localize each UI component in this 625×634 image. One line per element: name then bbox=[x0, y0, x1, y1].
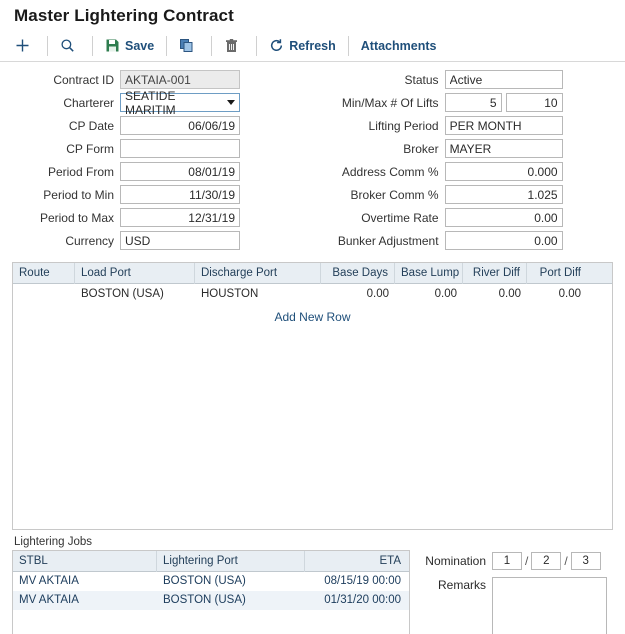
cell-stbl: MV AKTAIA bbox=[19, 575, 79, 587]
overtime-rate-label: Overtime Rate bbox=[361, 210, 439, 225]
period-from-value: 08/01/19 bbox=[188, 164, 235, 179]
list-item[interactable] bbox=[13, 572, 409, 591]
nomination-separator-1: / bbox=[525, 553, 529, 568]
broker-comm-label: Broker Comm % bbox=[350, 187, 439, 202]
contract-id-value: AKTAIA-001 bbox=[125, 72, 191, 87]
broker-comm-value: 1.025 bbox=[527, 187, 558, 202]
toolbar-separator-6 bbox=[348, 36, 349, 56]
field-period-to-max bbox=[12, 208, 299, 227]
field-broker bbox=[317, 139, 613, 158]
nomination-panel bbox=[420, 550, 612, 634]
cell-lightering-port: BOSTON (USA) bbox=[163, 575, 246, 587]
field-charterer bbox=[12, 88, 299, 117]
field-min-max-lifts bbox=[317, 93, 613, 112]
toolbar-separator-5 bbox=[256, 36, 257, 56]
delete-button[interactable] bbox=[217, 32, 251, 60]
toolbar-separator-2 bbox=[92, 36, 93, 56]
field-cp-date bbox=[12, 116, 299, 135]
nomination-separator-2: / bbox=[564, 553, 568, 568]
remarks-textarea[interactable] bbox=[492, 577, 607, 634]
column-port-diff[interactable]: Port Diff bbox=[539, 266, 581, 279]
column-eta[interactable]: ETA bbox=[379, 554, 401, 567]
lightering-jobs-label: Lightering Jobs bbox=[14, 536, 92, 548]
routes-grid-header bbox=[13, 263, 612, 284]
title-bar bbox=[0, 0, 625, 28]
field-lifting-period bbox=[317, 116, 613, 135]
max-lifts-input[interactable] bbox=[506, 93, 563, 112]
attachments-button[interactable] bbox=[354, 32, 444, 60]
period-to-min-input[interactable] bbox=[120, 185, 240, 204]
min-max-lifts-label: Min/Max # Of Lifts bbox=[341, 95, 439, 110]
cp-date-value: 06/06/19 bbox=[188, 118, 235, 133]
period-to-min-label: Period to Min bbox=[43, 187, 114, 202]
cell-eta: 08/15/19 00:00 bbox=[324, 575, 401, 587]
period-to-min-value: 11/30/19 bbox=[189, 187, 235, 202]
charterer-value: SEATIDE MARITIM bbox=[125, 88, 176, 117]
chevron-down-icon bbox=[227, 100, 235, 105]
period-from-label: Period From bbox=[47, 164, 114, 179]
nomination-label: Nomination bbox=[425, 553, 486, 568]
broker-comm-input[interactable] bbox=[445, 185, 563, 204]
min-lifts-input[interactable] bbox=[445, 93, 502, 112]
nomination-input-3[interactable]: 3 bbox=[571, 552, 601, 570]
overtime-rate-input[interactable] bbox=[445, 208, 563, 227]
column-discharge-port[interactable]: Discharge Port bbox=[195, 263, 321, 284]
contract-form bbox=[0, 62, 625, 250]
plus-icon bbox=[15, 38, 30, 53]
period-to-max-value: 12/31/19 bbox=[188, 210, 235, 225]
form-left-column bbox=[12, 70, 299, 250]
address-comm-label: Address Comm % bbox=[341, 164, 439, 179]
address-comm-input[interactable] bbox=[445, 162, 563, 181]
duplicate-icon bbox=[179, 38, 194, 53]
lifting-period-input[interactable] bbox=[445, 116, 563, 135]
refresh-button[interactable] bbox=[262, 32, 343, 60]
address-comm-value: 0.000 bbox=[527, 164, 558, 179]
save-button[interactable] bbox=[98, 32, 161, 60]
field-overtime-rate bbox=[317, 208, 613, 227]
cell-stbl: MV AKTAIA bbox=[19, 594, 79, 606]
cell-eta: 01/31/20 00:00 bbox=[324, 594, 401, 606]
field-address-comm bbox=[317, 162, 613, 181]
period-to-max-input[interactable] bbox=[120, 208, 240, 227]
floppy-disk-icon bbox=[105, 38, 120, 53]
bunker-adjustment-input[interactable] bbox=[445, 231, 563, 250]
lightering-jobs-header bbox=[13, 551, 409, 572]
list-item[interactable] bbox=[13, 591, 409, 610]
column-load-port[interactable]: Load Port bbox=[75, 263, 195, 284]
field-status bbox=[317, 70, 613, 89]
remarks-label: Remarks bbox=[437, 578, 486, 592]
column-stbl[interactable]: STBL bbox=[13, 551, 157, 572]
routes-grid bbox=[12, 262, 613, 530]
field-period-from bbox=[12, 162, 299, 181]
column-route[interactable]: Route bbox=[13, 263, 75, 284]
field-bunker-adjustment bbox=[317, 231, 613, 250]
status-value: Active bbox=[449, 72, 483, 87]
status-input[interactable] bbox=[445, 70, 563, 89]
field-contract-id bbox=[12, 70, 299, 89]
column-lightering-port[interactable]: Lightering Port bbox=[157, 551, 305, 572]
field-period-to-min bbox=[12, 185, 299, 204]
copy-button[interactable] bbox=[172, 32, 206, 60]
bunker-adjustment-label: Bunker Adjustment bbox=[337, 233, 439, 248]
overtime-rate-value: 0.00 bbox=[534, 210, 558, 225]
table-row[interactable] bbox=[13, 284, 612, 304]
field-broker-comm bbox=[317, 185, 613, 204]
contract-id-label: Contract ID bbox=[53, 72, 114, 87]
currency-input[interactable] bbox=[120, 231, 240, 250]
contract-id-input[interactable] bbox=[120, 70, 240, 89]
broker-value: MAYER bbox=[449, 141, 492, 156]
broker-label: Broker bbox=[403, 141, 439, 156]
period-from-input[interactable] bbox=[120, 162, 240, 181]
column-base-days[interactable]: Base Days bbox=[321, 263, 395, 284]
cp-date-input[interactable] bbox=[120, 116, 240, 135]
attachments-label: Attachments bbox=[360, 38, 437, 53]
magnifier-icon bbox=[60, 38, 75, 53]
cell-base-lump: 0.00 bbox=[434, 288, 457, 300]
remarks-row bbox=[420, 577, 612, 634]
min-lifts-value: 5 bbox=[489, 95, 497, 110]
nomination-input-2[interactable]: 2 bbox=[531, 552, 561, 570]
status-label: Status bbox=[404, 72, 439, 87]
cell-discharge-port: HOUSTON bbox=[201, 288, 259, 300]
lightering-jobs-grid bbox=[12, 550, 410, 634]
min-max-lifts-group bbox=[445, 93, 563, 112]
nomination-input-1[interactable]: 1 bbox=[492, 552, 522, 570]
cell-route bbox=[13, 284, 75, 304]
currency-label: Currency bbox=[65, 233, 114, 248]
bottom-section bbox=[0, 550, 625, 634]
toolbar-separator-4 bbox=[211, 36, 212, 56]
charterer-select[interactable] bbox=[120, 88, 240, 117]
lifting-period-value: PER MONTH bbox=[449, 118, 522, 133]
cp-form-input[interactable] bbox=[120, 139, 240, 158]
column-base-lump[interactable]: Base Lump bbox=[395, 263, 463, 284]
add-new-row-button[interactable]: Add New Row bbox=[274, 310, 351, 324]
bunker-adjustment-value: 0.00 bbox=[534, 233, 558, 248]
lifting-period-label: Lifting Period bbox=[368, 118, 439, 133]
toolbar-separator-1 bbox=[47, 36, 48, 56]
max-lifts-value: 10 bbox=[544, 95, 558, 110]
currency-value: USD bbox=[125, 233, 151, 248]
field-currency bbox=[12, 231, 299, 250]
search-button[interactable] bbox=[53, 32, 87, 60]
charterer-label: Charterer bbox=[63, 95, 114, 110]
toolbar bbox=[0, 30, 625, 62]
nomination-row bbox=[420, 550, 612, 571]
field-cp-form bbox=[12, 139, 299, 158]
cell-lightering-port: BOSTON (USA) bbox=[163, 594, 246, 606]
cell-base-days: 0.00 bbox=[366, 288, 389, 300]
refresh-label: Refresh bbox=[289, 38, 336, 53]
cp-date-label: CP Date bbox=[68, 118, 114, 133]
add-button[interactable] bbox=[8, 32, 42, 60]
broker-input[interactable] bbox=[445, 139, 563, 158]
column-river-diff[interactable]: River Diff bbox=[463, 263, 527, 284]
save-label: Save bbox=[125, 38, 155, 53]
period-to-max-label: Period to Max bbox=[39, 210, 114, 225]
cell-port-diff: 0.00 bbox=[558, 288, 581, 300]
page-title: Master Lightering Contract bbox=[14, 6, 234, 25]
trash-icon bbox=[224, 38, 239, 53]
cell-river-diff: 0.00 bbox=[498, 288, 521, 300]
cp-form-label: CP Form bbox=[66, 141, 114, 156]
refresh-icon bbox=[269, 38, 284, 53]
nomination-inputs bbox=[492, 552, 601, 570]
cell-load-port: BOSTON (USA) bbox=[81, 288, 164, 300]
toolbar-separator-3 bbox=[166, 36, 167, 56]
form-right-column bbox=[317, 70, 613, 250]
